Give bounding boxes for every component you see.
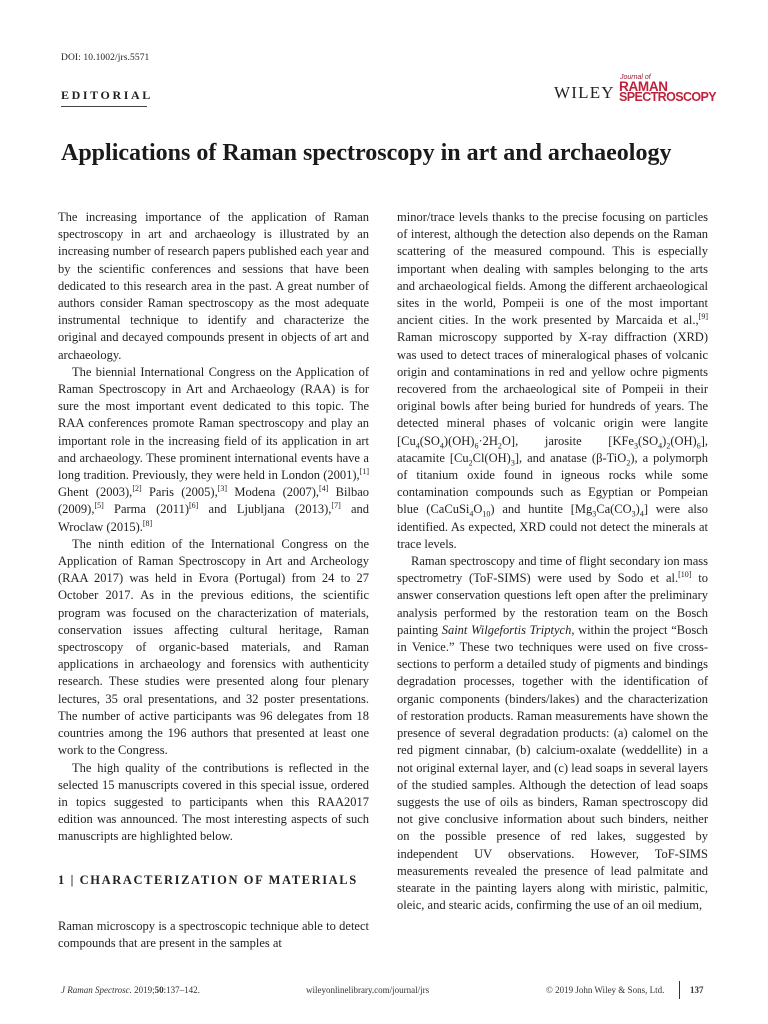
article-title: Applications of Raman spectroscopy in art and archaeology xyxy=(61,140,672,166)
section-heading: 1 | CHARACTERIZATION OF MATERIALS xyxy=(58,872,358,887)
painting-title: Saint Wilgefortis Triptych xyxy=(441,622,572,637)
paragraph: The ninth edition of the International Congress on the Application of Raman Spectroscopy in Art and Archeology (RAA 2017) was held in Evora (Portugal) from 24 to 27 October 2017. As in the previous editions, the scientific program was focused on the characterization of materials, conservation issues affecting cultural heritage, Raman spectroscopy of organic-based materials, and Raman applications in archaeology and forensics with authenticity research. These studies were presented along four plenary lectures, 35 oral presentations, and 32 poster presentations. The number of active participants was 96 delegates from 18 countries among the 196 authors that presented at least one work to the Congress. xyxy=(58,536,369,758)
publisher-logo xyxy=(548,74,716,108)
citation-ref[interactable]: [4] xyxy=(319,484,329,494)
citation-ref[interactable]: [5] xyxy=(94,501,104,511)
citation-ref[interactable]: [10] xyxy=(678,570,692,580)
right-column xyxy=(397,209,708,914)
journal-name-line2: SPECTROSCOPY xyxy=(619,90,716,104)
citation-ref[interactable]: [2] xyxy=(132,484,142,494)
paragraph: Raman spectroscopy and time of flight secondary ion mass spectrometry (ToF-SIMS) were used by Sodo et al.[10] to answer conservation questions left open after the preliminary analysis performed by the restoration team on the Bosch painting Saint Wilgefortis Triptych, within the project “Bosch in Venice.” These two techniques were used on five cross-sections to perform a detailed study of pigments and bindings degradation processes, together with the identification of organic components (binders/lakes) and the characterization of restoration products. Raman measurements have shown the presence of several degradation products: (a) calomel on the red pigment cinnabar, (b) calcium-oxalate (weddellite) in a not original external layer, and (c) lead soaps in several layers of the studied samples. Although the detection of lead soaps suggests the use of oils as binders, Raman spectroscopy did not give conclusive information about such binders, neither on the possible presence of red lakes, suggested by independent UV observations. However, ToF-SIMS measurements revealed the presence of lead palmitate and stearate in the painting layers along with miristic, palmitic, oleic, and stearic acids, confirming the use of an oil medium, xyxy=(397,554,708,913)
left-column xyxy=(58,209,369,952)
citation-ref[interactable]: [3] xyxy=(217,484,228,494)
citation-ref[interactable]: [1] xyxy=(359,466,369,476)
paragraph: Raman microscopy is a spectroscopic technique able to detect compounds that are present in the samples at xyxy=(58,918,369,950)
footer-copyright: © 2019 John Wiley & Sons, Ltd. xyxy=(546,985,665,995)
footer-citation: J Raman Spectrosc. 2019;50:137–142. xyxy=(61,985,200,995)
wiley-logo-text: WILEY xyxy=(554,83,615,102)
journal-name-line1: RAMAN xyxy=(619,79,668,94)
section-tag-rule xyxy=(61,106,147,107)
journal-prefix: Journal of xyxy=(620,74,651,81)
paragraph: The biennial International Congress on the Application of Raman Spectroscopy in Art and Archaeology (RAA) is for sure the most important event dedicated to this topic. The RAA conferences promote Raman spectroscopy and play an important role in the increasing field of its application in art and archaeology. These prominent international events have a long tradition. Previously, they were held in London (2001),[1] Ghent (2003),[2] Paris (2005),[3] Modena (2007),[4] Bilbao (2009),[5] Parma (2011)[6] and Ljubljana (2013),[7] and Wroclaw (2015).[8] xyxy=(58,364,370,534)
section-tag: EDITORIAL xyxy=(61,88,153,102)
doi-line: DOI: 10.1002/jrs.5571 xyxy=(61,53,150,63)
footer-divider xyxy=(679,981,680,999)
paragraph: The increasing importance of the application of Raman spectroscopy in art and archaeology is illustrated by an increasing number of research papers published each year and by the scientific conferences and sessions that have been dedicated to this research area in the past. A great number of authors consider Raman spectroscopy as the most adequate instrumental technique to identify and characterize the original and decayed compounds present in objects of art and archaeology. xyxy=(58,210,369,362)
paragraph: The high quality of the contributions is reflected in the selected 15 manuscripts covered in this special issue, ordered in topics suggested to participants when this RAA2017 edition was announced. The most interesting aspects of such manuscripts are highlighted below. xyxy=(58,760,369,844)
citation-ref[interactable]: [7] xyxy=(331,501,341,511)
citation-ref[interactable]: [8] xyxy=(142,518,153,528)
citation-ref[interactable]: [9] xyxy=(698,312,708,322)
paragraph: minor/trace levels thanks to the precise focusing on particles of interest, although the detection also depends on the Raman scattering of the measured compound. This is especially important when dealing with samples belonging to the arts and archaeological fields. Among the different archaeological sites in the world, Pompeii is one of the most important ancient cities. In the work presented by Marcaida et al.,[9] Raman microscopy supported by X-ray diffraction (XRD) was used to detect traces of mineralogical phases of volcanic origin and contaminations in red and yellow ochre pigments recovered from the archaeological site of Pompeii in their original bowls after being buried for hundreds of years. The detected mineral phases of volcanic origin were langite $[Cu_4(SO_4)(OH)_6\cdot 2H_2O]$, jarosite $[KFe_3(SO_4)_2(OH)_6]$, atacamite $[Cu_2Cl(OH)_3]$, and anatase (β-TiO$_2$), a polymorph of titanium oxide found in igneous rocks while some contamination compounds such as Egyptian or Pompeian blue $(CaCuSi_4O_{10})$ and huntite $[Mg_3Ca(CO_3)_4]$ were also identified. As expected, XRD could not detect the minerals at trace levels. xyxy=(397,210,708,551)
page-number: 137 xyxy=(690,985,704,995)
citation-ref[interactable]: [6] xyxy=(189,501,199,511)
footer-url[interactable]: wileyonlinelibrary.com/journal/jrs xyxy=(306,985,430,995)
